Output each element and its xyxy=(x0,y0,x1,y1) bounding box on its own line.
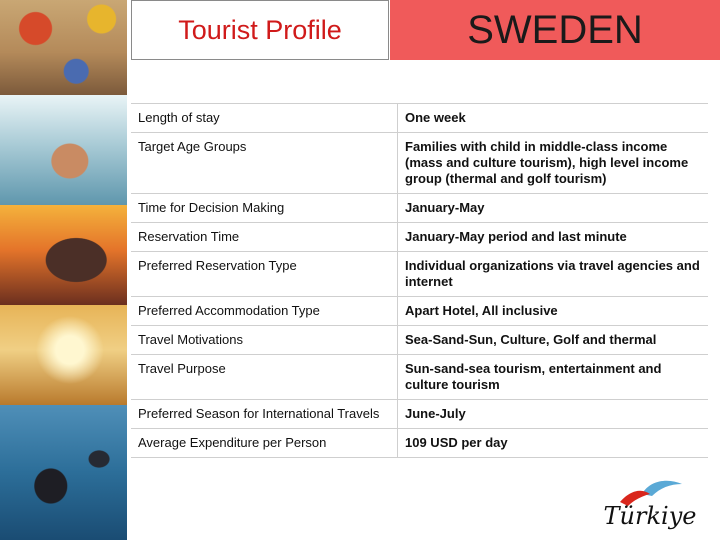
row-label: Time for Decision Making xyxy=(131,194,398,223)
row-value: Families with child in middle-class income (mass and culture tourism), high level income group (thermal and golf tourism) xyxy=(398,133,709,194)
page-title: Tourist Profile xyxy=(131,0,389,60)
table-row xyxy=(131,194,708,223)
table-row xyxy=(131,133,708,194)
photo-strip xyxy=(0,0,127,540)
table-row xyxy=(131,252,708,297)
table-row xyxy=(131,326,708,355)
turkiye-logo xyxy=(590,474,710,534)
row-label: Average Expenditure per Person xyxy=(131,429,398,458)
nemrut-statue-photo xyxy=(0,205,127,305)
row-value: June-July xyxy=(398,400,709,429)
row-value: Individual organizations via travel agencies and internet xyxy=(398,252,709,297)
row-label: Target Age Groups xyxy=(131,133,398,194)
row-label: Preferred Reservation Type xyxy=(131,252,398,297)
hot-air-balloons-photo xyxy=(0,0,127,95)
row-value: Apart Hotel, All inclusive xyxy=(398,297,709,326)
country-title: SWEDEN xyxy=(390,0,720,60)
row-label: Preferred Accommodation Type xyxy=(131,297,398,326)
sunset-photo xyxy=(0,305,127,405)
table-row xyxy=(131,297,708,326)
row-value: January-May period and last minute xyxy=(398,223,709,252)
row-label: Travel Motivations xyxy=(131,326,398,355)
row-label: Reservation Time xyxy=(131,223,398,252)
row-value: 109 USD per day xyxy=(398,429,709,458)
row-label: Length of stay xyxy=(131,104,398,133)
logo-wordmark: Türkiye xyxy=(603,502,697,530)
table-row xyxy=(131,104,708,133)
thermal-pools-photo xyxy=(0,95,127,205)
row-value: Sea-Sand-Sun, Culture, Golf and thermal xyxy=(398,326,709,355)
table-row xyxy=(131,429,708,458)
row-label: Travel Purpose xyxy=(131,355,398,400)
scuba-divers-photo xyxy=(0,405,127,540)
table-row xyxy=(131,400,708,429)
profile-table xyxy=(131,103,708,458)
row-label: Preferred Season for International Travels xyxy=(131,400,398,429)
table-row xyxy=(131,223,708,252)
table-row xyxy=(131,355,708,400)
row-value: One week xyxy=(398,104,709,133)
row-value: Sun-sand-sea tourism, entertainment and culture tourism xyxy=(398,355,709,400)
row-value: January-May xyxy=(398,194,709,223)
